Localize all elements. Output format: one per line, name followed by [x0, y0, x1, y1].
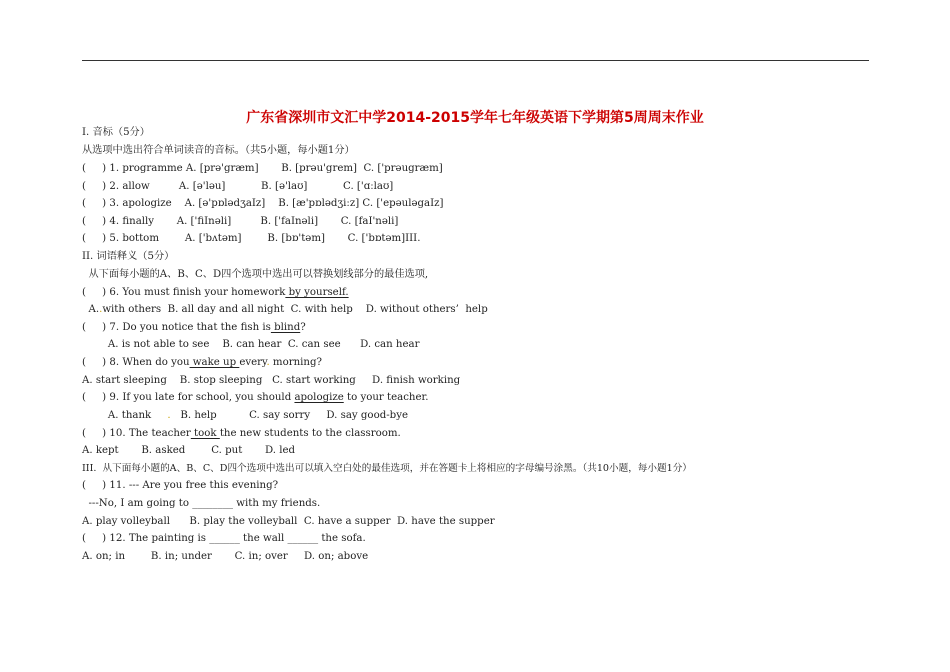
- section1-heading: Ⅰ. 音标（5分）: [82, 127, 150, 138]
- question-12: ( ) 12. The painting is ______ the wall ______ the sofa.: [82, 533, 366, 544]
- question-11: ( ) 11. --- Are you free this evening?: [82, 480, 279, 491]
- page-title: 广东省深圳市文汇中学2014-2015学年七年级英语下学期第5周周末作业: [246, 110, 704, 126]
- section2-heading: II. 词语释义（5分）: [82, 251, 175, 262]
- header-rule: [82, 60, 869, 61]
- q8-end-b: morning?: [269, 357, 322, 368]
- question-3: ( ) 3. apologize A. [ə'pɒlədʒaIz] B. [æ'pɒlədʒiːz] C. ['epəuləgaIz]: [82, 198, 444, 209]
- q9-underlined: apologize: [294, 392, 344, 403]
- q7-end: ?: [300, 322, 306, 333]
- question-7: [82, 321, 306, 335]
- q7-underlined: blind: [270, 322, 301, 333]
- question-10-options: A. kept B. asked C. put D. led: [82, 445, 296, 456]
- q8-stem: ( ) 8. When do you: [82, 357, 190, 368]
- question-9-options: [82, 409, 408, 423]
- question-11-reply: ---No, I am going to ________ with my friends.: [82, 498, 321, 509]
- mark-dot: .: [266, 357, 270, 368]
- question-12-options: A. on; in B. in; under C. in; over D. on; above: [82, 551, 369, 562]
- q6-option-a-label: A.: [82, 304, 100, 315]
- q7-stem: ( ) 7. Do you notice that the fish is: [82, 322, 271, 333]
- question-1: ( ) 1. programme A. [prə'græm] B. [prəu'grem] C. ['prəugræm]: [82, 163, 443, 174]
- question-6-options: [82, 303, 488, 317]
- q8-underlined: wake up: [189, 357, 240, 368]
- question-7-options: A. is not able to see B. can hear C. can see D. can hear: [82, 339, 420, 350]
- section2-instruction: 从下面每小题的A、B、C、D四个选项中选出可以替换划线部分的最佳选项,: [82, 269, 429, 280]
- q9-stem: ( ) 9. If you late for school, you should: [82, 392, 295, 403]
- q10-underlined: took: [190, 428, 220, 439]
- question-5: ( ) 5. bottom A. ['bʌtəm] B. [bɒ'təm] C. ['bɒtəm]III.: [82, 233, 421, 244]
- q9-option-a: A. thank: [82, 410, 168, 421]
- q6-options-text: with others B. all day and all night C. with help D. without others’ help: [102, 304, 488, 315]
- q9-end: to your teacher.: [343, 392, 429, 403]
- question-4: ( ) 4. finally A. ['fiInəli] B. ['faInəli] C. [faI'nəli]: [82, 216, 399, 227]
- question-6: [82, 286, 349, 300]
- mark-dot: .: [167, 410, 171, 421]
- q10-stem: ( ) 10. The teacher: [82, 428, 191, 439]
- q10-end: the new students to the classroom.: [219, 428, 401, 439]
- q8-end-a: every: [239, 357, 267, 368]
- question-2: ( ) 2. allow A. [ə'ləu] B. [ə'laʊ] C. ['ɑːlaʊ]: [82, 181, 394, 192]
- mark-dot: .: [99, 304, 103, 315]
- q9-options-text: B. help C. say sorry D. say good-bye: [170, 410, 408, 421]
- question-9: [82, 391, 429, 405]
- question-8: [82, 356, 322, 370]
- section1-instruction: 从选项中选出符合单词读音的音标。（共5小题，每小题1分）: [82, 145, 355, 156]
- question-11-options: A. play volleyball B. play the volleyball C. have a supper D. have the supper: [82, 516, 495, 527]
- question-10: [82, 427, 401, 441]
- section3-heading: III. 从下面每小题的A、B、C、D四个选项中选出可以填入空白处的最佳选项，并在答题卡上将相应的字母编号涂黑。（共10小题，每小题1分）: [82, 463, 692, 474]
- question-8-options: A. start sleeping B. stop sleeping C. start working D. finish working: [82, 375, 461, 386]
- q6-underlined: by yourself.: [285, 287, 349, 298]
- q6-stem: ( ) 6. You must finish your homework: [82, 287, 286, 298]
